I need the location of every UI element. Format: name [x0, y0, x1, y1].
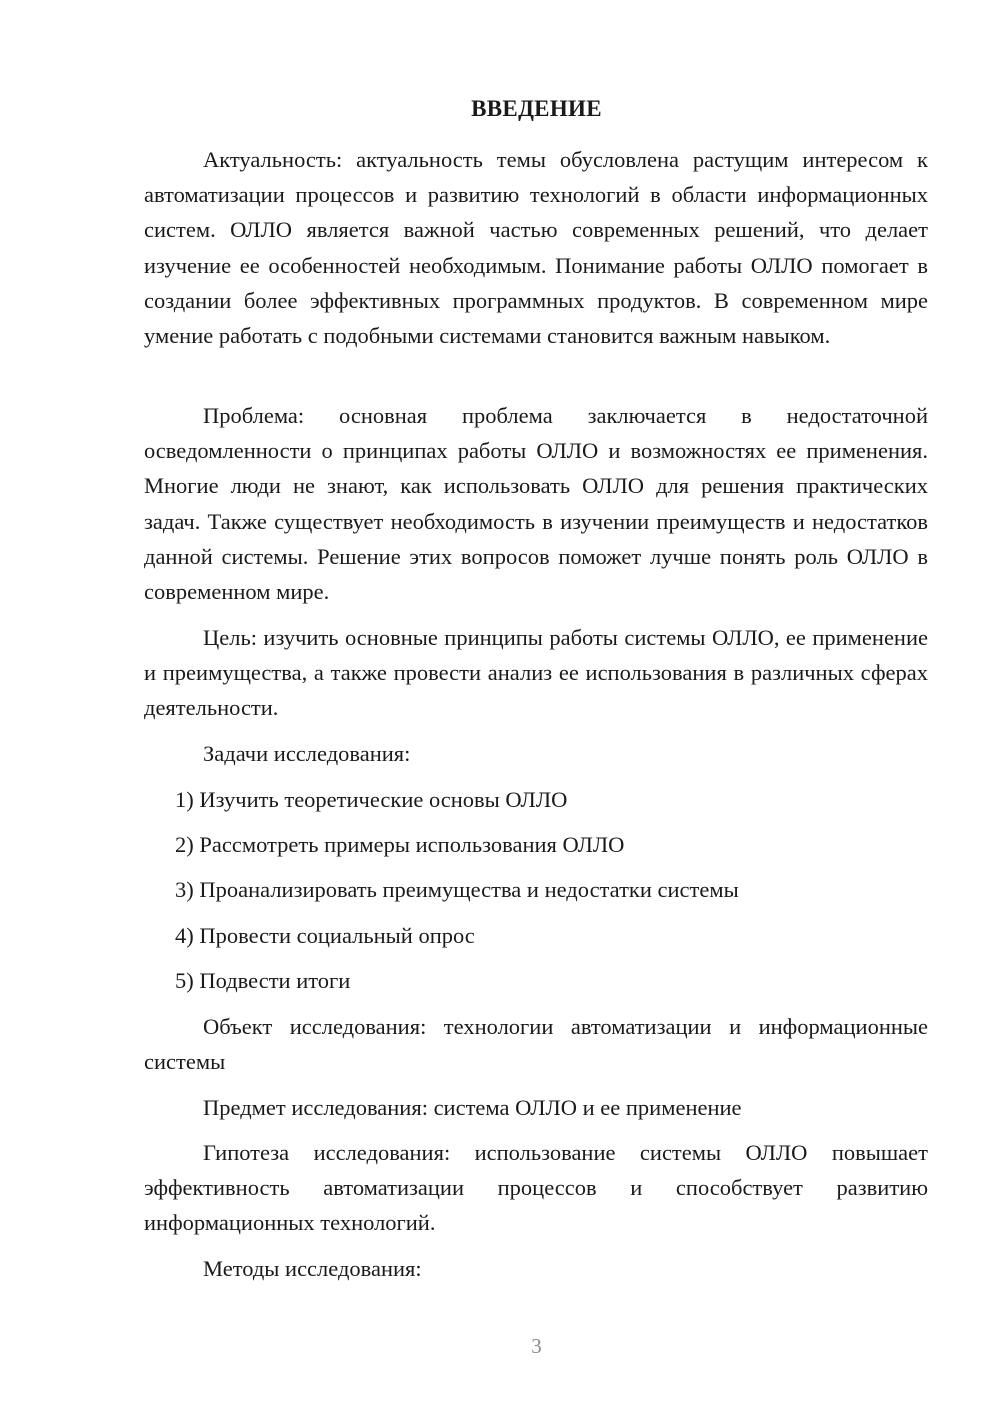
methods-title: Методы исследования: [203, 1256, 422, 1281]
tasks-list-item-5 [144, 963, 928, 998]
section-heading: ВВЕДЕНИЕ [471, 96, 602, 121]
tasks-title-block [144, 736, 928, 771]
goal-paragraph-block [144, 620, 928, 726]
list-item: 4) Провести социальный опрос [175, 923, 475, 948]
list-item: 1) Изучить теоретические основы ОЛЛО [175, 787, 568, 812]
problem-paragraph-block [144, 398, 928, 609]
object-paragraph-block [144, 1009, 928, 1079]
relevance-paragraph-block [144, 142, 928, 353]
goal-paragraph: Цель: изучить основные принципы работы системы ОЛЛО, ее применение и преимущества, а также провести анализ ее использования в различных сферах деятельности. [144, 625, 928, 721]
tasks-list-item-1 [144, 782, 928, 817]
problem-paragraph: Проблема: основная проблема заключается в недостаточной осведомленности о принципах работы ОЛЛО и возможностях ее применения. Многие люди не знают, как использовать ОЛЛО для решения практических задач. Также существует необходимость в изучении преимуществ и недостатков данной системы. Решение этих вопросов поможет лучше понять роль ОЛЛО в современном мире. [144, 403, 928, 605]
tasks-list-item-2 [144, 827, 928, 862]
hypothesis-paragraph: Гипотеза исследования: использование системы ОЛЛО повышает эффективность автоматизации процессов и способствует развитию информационных технологий. [144, 1140, 928, 1236]
subject-paragraph-block [144, 1090, 928, 1125]
tasks-list-item-4 [144, 918, 928, 953]
object-paragraph: Объект исследования: технологии автоматизации и информационные системы [144, 1014, 928, 1075]
methods-title-block [144, 1251, 928, 1286]
relevance-paragraph: Актуальность: актуальность темы обусловлена растущим интересом к автоматизации процессов и развитию технологий в области информационных систем. ОЛЛО является важной частью современных решений, что делает изучение ее особенностей необходимым. Понимание работы ОЛЛО помогает в создании более эффективных программных продуктов. В современном мире умение работать с подобными системами становится важным навыком. [144, 147, 928, 349]
hypothesis-paragraph-block [144, 1135, 928, 1241]
list-item: 3) Проанализировать преимущества и недостатки системы [175, 877, 739, 902]
list-item: 5) Подвести итоги [175, 968, 351, 993]
tasks-title: Задачи исследования: [203, 741, 411, 766]
tasks-list-item-3 [144, 872, 928, 907]
subject-paragraph: Предмет исследования: система ОЛЛО и ее применение [203, 1095, 742, 1120]
page-number: 3 [531, 1334, 542, 1358]
list-item: 2) Рассмотреть примеры использования ОЛЛО [175, 832, 625, 857]
